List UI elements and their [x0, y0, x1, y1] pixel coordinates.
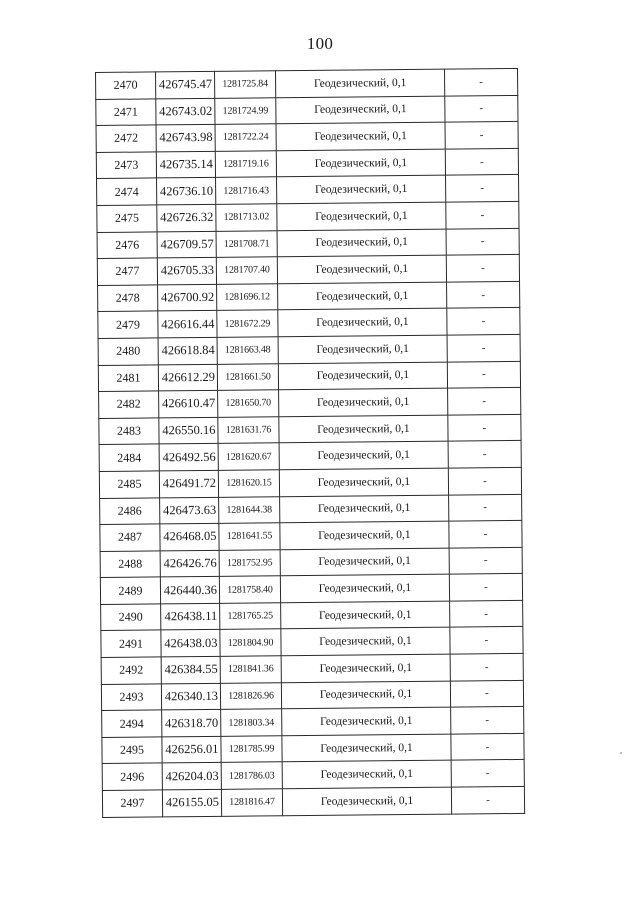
y-coordinate-cell: 1281696.12 [217, 284, 278, 311]
y-coordinate-cell: 1281765.25 [220, 603, 281, 630]
note-cell: - [450, 627, 523, 654]
point-number-cell: 2477 [97, 258, 157, 285]
y-coordinate-cell: 1281724.99 [215, 97, 276, 124]
method-accuracy-cell: Геодезический, 0,1 [279, 388, 448, 416]
coordinates-table [95, 68, 525, 818]
margin-mark [620, 752, 622, 754]
note-cell: - [450, 600, 523, 627]
table-row [102, 760, 524, 791]
note-cell: - [446, 201, 519, 228]
method-accuracy-cell: Геодезический, 0,1 [276, 149, 445, 177]
method-accuracy-cell: Геодезический, 0,1 [280, 574, 449, 602]
point-number-cell: 2482 [99, 391, 159, 418]
note-cell: - [445, 122, 518, 149]
x-coordinate-cell: 426468.05 [160, 523, 219, 550]
point-number-cell: 2476 [97, 231, 157, 258]
point-number-cell: 2493 [101, 684, 161, 711]
method-accuracy-cell: Геодезический, 0,1 [282, 761, 451, 789]
method-accuracy-cell: Геодезический, 0,1 [277, 255, 446, 283]
point-number-cell: 2478 [98, 285, 158, 312]
table-row [99, 388, 521, 419]
method-accuracy-cell: Геодезический, 0,1 [281, 681, 450, 709]
y-coordinate-cell: 1281803.34 [221, 709, 282, 736]
method-accuracy-cell: Геодезический, 0,1 [280, 495, 449, 523]
method-accuracy-cell: Геодезический, 0,1 [280, 521, 449, 549]
method-accuracy-cell: Геодезический, 0,1 [278, 282, 447, 310]
point-number-cell: 2487 [100, 524, 160, 551]
note-cell: - [449, 494, 522, 521]
note-cell: - [451, 707, 524, 734]
x-coordinate-cell: 426709.57 [157, 231, 216, 258]
x-coordinate-cell: 426705.33 [157, 258, 216, 285]
note-cell: - [447, 361, 520, 388]
x-coordinate-cell: 426610.47 [159, 390, 218, 417]
table-row [98, 334, 520, 365]
table-row [97, 175, 519, 206]
method-accuracy-cell: Геодезический, 0,1 [278, 362, 447, 390]
x-coordinate-cell: 426743.98 [156, 125, 215, 152]
method-accuracy-cell: Геодезический, 0,1 [277, 202, 446, 230]
method-accuracy-cell: Геодезический, 0,1 [279, 415, 448, 443]
method-accuracy-cell: Геодезический, 0,1 [279, 468, 448, 496]
x-coordinate-cell: 426155.05 [162, 789, 221, 816]
y-coordinate-cell: 1281758.40 [219, 576, 280, 603]
x-coordinate-cell: 426438.11 [161, 603, 220, 630]
y-coordinate-cell: 1281661.50 [217, 363, 278, 390]
note-cell: - [448, 414, 521, 441]
x-coordinate-cell: 426735.14 [156, 151, 215, 178]
point-number-cell: 2492 [101, 657, 161, 684]
note-cell: - [449, 521, 522, 548]
method-accuracy-cell: Геодезический, 0,1 [282, 787, 451, 815]
x-coordinate-cell: 426492.56 [159, 444, 218, 471]
method-accuracy-cell: Геодезический, 0,1 [281, 654, 450, 682]
point-number-cell: 2495 [102, 737, 162, 764]
x-coordinate-cell: 426440.36 [160, 577, 219, 604]
table-row [101, 600, 523, 631]
note-cell: - [445, 95, 518, 122]
method-accuracy-cell: Геодезический, 0,1 [278, 308, 447, 336]
point-number-cell: 2471 [96, 99, 156, 126]
note-cell: - [446, 255, 519, 282]
table-row [96, 68, 518, 99]
y-coordinate-cell: 1281785.99 [221, 736, 282, 763]
table-row [101, 653, 523, 684]
y-coordinate-cell: 1281725.84 [214, 71, 275, 98]
note-cell: - [450, 680, 523, 707]
point-number-cell: 2481 [98, 364, 158, 391]
x-coordinate-cell: 426612.29 [158, 364, 217, 391]
note-cell: - [444, 68, 517, 95]
note-cell: - [451, 760, 524, 787]
x-coordinate-cell: 426426.76 [160, 550, 219, 577]
method-accuracy-cell: Геодезический, 0,1 [276, 96, 445, 124]
method-accuracy-cell: Геодезический, 0,1 [280, 548, 449, 576]
x-coordinate-cell: 426618.84 [158, 337, 217, 364]
note-cell: - [449, 574, 522, 601]
x-coordinate-cell: 426256.01 [162, 736, 221, 763]
table-row [99, 467, 521, 498]
point-number-cell: 2475 [97, 205, 157, 232]
point-number-cell: 2484 [99, 444, 159, 471]
note-cell: - [445, 148, 518, 175]
point-number-cell: 2472 [96, 125, 156, 152]
note-cell: - [448, 467, 521, 494]
x-coordinate-cell: 426743.02 [156, 98, 215, 125]
method-accuracy-cell: Геодезический, 0,1 [281, 628, 450, 656]
x-coordinate-cell: 426491.72 [159, 470, 218, 497]
point-number-cell: 2474 [97, 178, 157, 205]
note-cell: - [451, 786, 524, 813]
y-coordinate-cell: 1281707.40 [216, 257, 277, 284]
y-coordinate-cell: 1281816.47 [221, 789, 282, 816]
table-row [98, 308, 520, 339]
note-cell: - [449, 547, 522, 574]
x-coordinate-cell: 426438.03 [161, 630, 220, 657]
y-coordinate-cell: 1281631.76 [218, 416, 279, 443]
table-row [102, 786, 524, 817]
y-coordinate-cell: 1281786.03 [221, 762, 282, 789]
table-row [99, 441, 521, 472]
table-row [97, 255, 519, 286]
note-cell: - [446, 175, 519, 202]
point-number-cell: 2483 [99, 418, 159, 445]
table-row [102, 707, 524, 738]
method-accuracy-cell: Геодезический, 0,1 [275, 69, 444, 97]
point-number-cell: 2480 [98, 338, 158, 365]
x-coordinate-cell: 426726.32 [157, 204, 216, 231]
note-cell: - [447, 308, 520, 335]
x-coordinate-cell: 426616.44 [158, 311, 217, 338]
table-row [100, 574, 522, 605]
x-coordinate-cell: 426550.16 [159, 417, 218, 444]
point-number-cell: 2486 [100, 497, 160, 524]
note-cell: - [450, 653, 523, 680]
point-number-cell: 2497 [102, 790, 162, 817]
table-row [98, 361, 520, 392]
point-number-cell: 2496 [102, 763, 162, 790]
table-row [100, 547, 522, 578]
point-number-cell: 2490 [101, 604, 161, 631]
table-row [96, 122, 518, 153]
point-number-cell: 2473 [96, 152, 156, 179]
x-coordinate-cell: 426318.70 [162, 710, 221, 737]
point-number-cell: 2494 [102, 710, 162, 737]
table-row [101, 680, 523, 711]
x-coordinate-cell: 426473.63 [160, 497, 219, 524]
note-cell: - [448, 441, 521, 468]
table-row [101, 627, 523, 658]
table-row [98, 281, 520, 312]
table-row [97, 228, 519, 259]
x-coordinate-cell: 426700.92 [158, 284, 217, 311]
point-number-cell: 2488 [100, 551, 160, 578]
x-coordinate-cell: 426340.13 [161, 683, 220, 710]
method-accuracy-cell: Геодезический, 0,1 [277, 176, 446, 204]
x-coordinate-cell: 426204.03 [162, 763, 221, 790]
y-coordinate-cell: 1281841.36 [220, 656, 281, 683]
note-cell: - [447, 281, 520, 308]
coordinates-table-body [96, 68, 525, 817]
y-coordinate-cell: 1281716.43 [216, 177, 277, 204]
y-coordinate-cell: 1281620.15 [218, 470, 279, 497]
method-accuracy-cell: Геодезический, 0,1 [278, 335, 447, 363]
y-coordinate-cell: 1281826.96 [220, 682, 281, 709]
y-coordinate-cell: 1281722.24 [215, 124, 276, 151]
y-coordinate-cell: 1281708.71 [216, 230, 277, 257]
y-coordinate-cell: 1281641.55 [219, 523, 280, 550]
table-row [100, 521, 522, 552]
point-number-cell: 2470 [96, 72, 156, 99]
x-coordinate-cell: 426745.47 [156, 71, 215, 98]
point-number-cell: 2485 [99, 471, 159, 498]
y-coordinate-cell: 1281713.02 [216, 204, 277, 231]
note-cell: - [451, 733, 524, 760]
method-accuracy-cell: Геодезический, 0,1 [277, 229, 446, 257]
page-number: 100 [306, 34, 334, 53]
table-row [99, 414, 521, 445]
x-coordinate-cell: 426384.55 [161, 656, 220, 683]
point-number-cell: 2491 [101, 630, 161, 657]
method-accuracy-cell: Геодезический, 0,1 [282, 734, 451, 762]
table-row [102, 733, 524, 764]
table-row [97, 201, 519, 232]
y-coordinate-cell: 1281650.70 [218, 390, 279, 417]
point-number-cell: 2479 [98, 311, 158, 338]
table-row [96, 148, 518, 179]
method-accuracy-cell: Геодезический, 0,1 [276, 122, 445, 150]
y-coordinate-cell: 1281620.67 [218, 443, 279, 470]
y-coordinate-cell: 1281663.48 [217, 337, 278, 364]
method-accuracy-cell: Геодезический, 0,1 [282, 707, 451, 735]
note-cell: - [448, 388, 521, 415]
y-coordinate-cell: 1281672.29 [217, 310, 278, 337]
y-coordinate-cell: 1281804.90 [220, 629, 281, 656]
table-row [100, 494, 522, 525]
method-accuracy-cell: Геодезический, 0,1 [281, 601, 450, 629]
x-coordinate-cell: 426736.10 [157, 178, 216, 205]
note-cell: - [447, 334, 520, 361]
note-cell: - [446, 228, 519, 255]
y-coordinate-cell: 1281752.95 [219, 549, 280, 576]
method-accuracy-cell: Геодезический, 0,1 [279, 441, 448, 469]
y-coordinate-cell: 1281719.16 [215, 151, 276, 178]
y-coordinate-cell: 1281644.38 [219, 496, 280, 523]
table-row [96, 95, 518, 126]
point-number-cell: 2489 [100, 577, 160, 604]
